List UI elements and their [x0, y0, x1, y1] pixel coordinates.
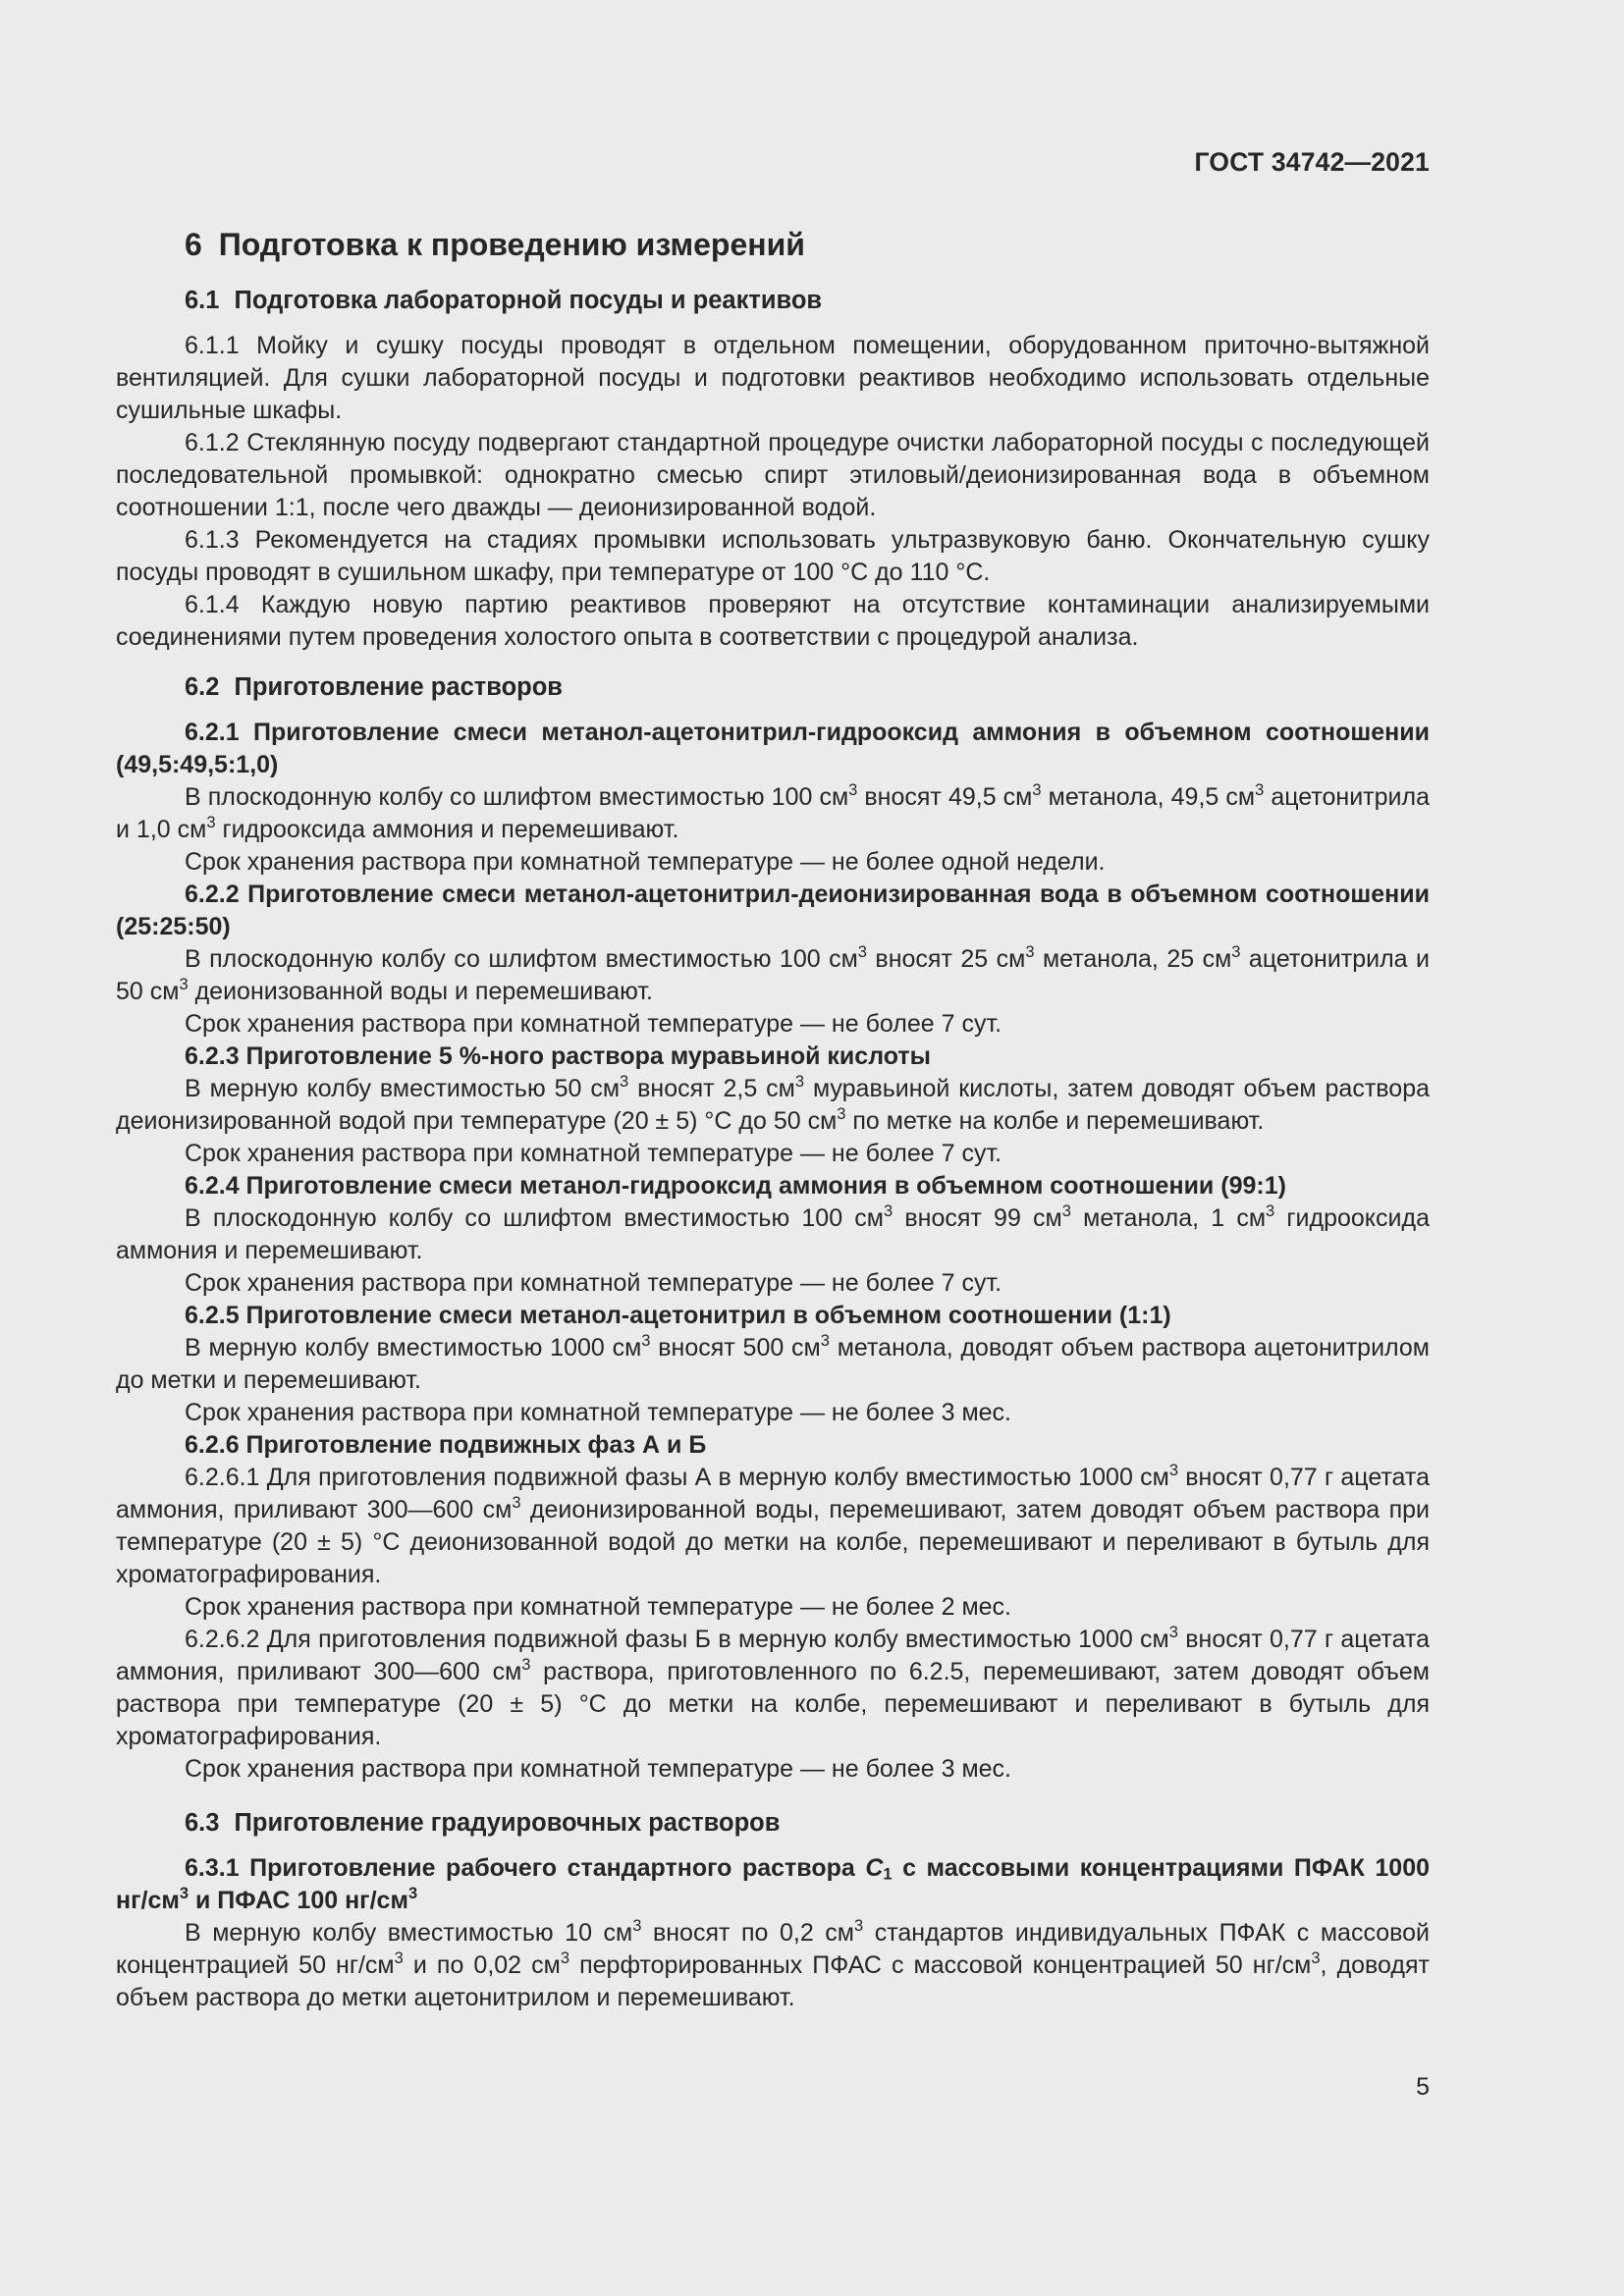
text-run: с массовыми концентрациями ПФАК 1000 нг/см [116, 1854, 1430, 1914]
paragraph-6-2-6-2 [116, 1624, 1430, 1753]
text-run: вносят 2,5 см [628, 1075, 795, 1102]
superscript: 3 [1025, 943, 1035, 962]
paragraph-6-2-3 [116, 1073, 1430, 1138]
text-run: муравьиной кислоты, затем доводят объем раствора деионизированной водой при температуре (20 ± 5) °С до 50 см [116, 1075, 1431, 1135]
section-title-text: Подготовка к проведению измерений [218, 227, 805, 262]
text-run: В плоскодонную колбу со шлифтом вместимостью 100 см [185, 783, 849, 811]
heading-6-3-1 [116, 1852, 1430, 1917]
text-run: вносят 99 см [893, 1204, 1062, 1232]
superscript: 3 [179, 976, 189, 994]
section-number: 6 [185, 227, 202, 262]
text-run: вносят 0,77 г ацетата аммония, приливают 300—600 см [116, 1626, 1430, 1685]
text-run: по метке на колбе и перемешивают. [845, 1107, 1265, 1135]
text-run: деионизованной воды и перемешивают. [188, 978, 653, 1005]
text-run: вносят 0,77 г ацетата аммония, приливают 300—600 см [116, 1464, 1430, 1523]
superscript: 3 [794, 1073, 805, 1092]
text-run: гидрооксида аммония и перемешивают. [116, 1204, 1430, 1264]
heading-6-2-1: 6.2.1 Приготовление смеси метанол-ацетонитрил-гидрооксид аммония в объемном соотношении (49,5:49,5:1,0) [116, 719, 1430, 778]
superscript: 3 [1061, 1202, 1071, 1221]
text-run: В мерную колбу вместимостью 1000 см [185, 1334, 642, 1362]
paragraph-6-2-6-1 [116, 1462, 1430, 1591]
superscript: 3 [1032, 781, 1042, 800]
text-run: перфторированных ПФАС с массовой концентрацией 50 нг/см [569, 1951, 1312, 1979]
paragraph-6-2-2 [116, 943, 1430, 1008]
superscript: 3 [1266, 1202, 1275, 1221]
superscript: 3 [820, 1332, 830, 1351]
heading-6-2-2: 6.2.2 Приготовление смеси метанол-ацетонитрил-деионизированная вода в объемном соотношении (25:25:50) [116, 881, 1430, 940]
paragraph-6-2-4 [116, 1202, 1430, 1267]
superscript: 3 [854, 1917, 864, 1936]
text-run: вносят 25 см [866, 945, 1026, 973]
superscript: 3 [620, 1073, 629, 1092]
text-run: В плоскодонную колбу со шлифтом вместимостью 100 см [185, 945, 858, 973]
text-run: В мерную колбу вместимостью 50 см [185, 1075, 621, 1102]
superscript: 3 [1231, 943, 1241, 962]
section-number: 6.3 [185, 1809, 220, 1837]
storage-note: Срок хранения раствора при комнатной температуре — не более 7 сут. [185, 1269, 1002, 1297]
heading-6-2-4: 6.2.4 Приготовление смеси метанол-гидрооксид аммония в объемном соотношении (99:1) [185, 1172, 1286, 1200]
superscript: 3 [1255, 781, 1265, 800]
section-title-text: Приготовление градуировочных растворов [234, 1809, 781, 1837]
text-run: вносят 500 см [650, 1334, 821, 1362]
superscript: 3 [632, 1917, 642, 1936]
superscript: 3 [1168, 1624, 1178, 1642]
storage-note: Срок хранения раствора при комнатной температуре — не более 3 мес. [185, 1399, 1011, 1426]
superscript: 3 [179, 1885, 189, 1903]
storage-note: Срок хранения раствора при комнатной температуре — не более одной недели. [185, 848, 1106, 876]
section-number: 6.2 [185, 673, 220, 701]
storage-note: Срок хранения раствора при комнатной температуре — не более 7 сут. [185, 1010, 1002, 1038]
storage-note: Срок хранения раствора при комнатной температуре — не более 2 мес. [185, 1593, 1011, 1621]
page-content [116, 220, 1430, 2014]
text-run: стандартов индивидуальных ПФАК с массовой концентрацией 50 нг/см [116, 1919, 1430, 1979]
page-number: 5 [1416, 2073, 1430, 2101]
superscript: 3 [206, 814, 216, 832]
heading-6-2-6: 6.2.6 Приготовление подвижных фаз А и Б [185, 1431, 707, 1459]
superscript: 3 [848, 781, 858, 800]
subscript: 1 [883, 1865, 893, 1884]
text-run: 6.3.1 Приготовление рабочего стандартного раствора [185, 1854, 866, 1882]
storage-note: Срок хранения раствора при комнатной температуре — не более 3 мес. [185, 1755, 1011, 1783]
storage-note: Срок хранения раствора при комнатной температуре — не более 7 сут. [185, 1140, 1002, 1167]
text-run: и ПФАС 100 нг/см [189, 1887, 408, 1914]
superscript: 3 [521, 1656, 531, 1675]
superscript: 3 [1168, 1462, 1178, 1480]
section-title-text: Приготовление растворов [234, 673, 563, 701]
superscript: 3 [394, 1949, 404, 1968]
text-run: метанола, 25 см [1034, 945, 1232, 973]
paragraph-6-1-2: 6.1.2 Стеклянную посуду подвергают стандартной процедуре очистки лабораторной посуды с последующей последовательной промывкой: однократно смесью спирт этиловый/деионизированная вода в объемном соотношении 1:1, после чего дважды — деионизированной водой. [116, 429, 1430, 521]
paragraph-6-2-5 [116, 1332, 1430, 1397]
text-run: метанола, 1 см [1070, 1204, 1267, 1232]
superscript: 3 [857, 943, 867, 962]
superscript: 3 [1311, 1949, 1321, 1968]
text-run: В мерную колбу вместимостью 10 см [185, 1919, 633, 1947]
text-run: В плоскодонную колбу со шлифтом вместимостью 100 см [185, 1204, 884, 1232]
text-run: и по 0,02 см [403, 1951, 561, 1979]
text-run: , доводят объем раствора до метки ацетонитрилом и перемешивают. [116, 1951, 1430, 2011]
heading-6-2-3: 6.2.3 Приготовление 5 %-ного раствора муравьиной кислоты [185, 1042, 931, 1070]
text-run: деионизированной воды, перемешивают, затем доводят объем раствора при температуре (20 ± 5) °С деионизованной водой до метки на колбе, перемешивают и переливают в бутыль для хроматографирования. [116, 1496, 1430, 1588]
text-run: метанола, доводят объем раствора ацетонитрилом до метки и перемешивают. [116, 1334, 1430, 1394]
superscript: 3 [560, 1949, 570, 1968]
text-run: 6.2.6.2 Для приготовления подвижной фазы Б в мерную колбу вместимостью 1000 см [185, 1626, 1169, 1653]
section-title-text: Подготовка лабораторной посуды и реактивов [234, 287, 823, 314]
superscript: 3 [641, 1332, 651, 1351]
paragraph-6-1-4: 6.1.4 Каждую новую партию реактивов проверяют на отсутствие контаминации анализируемыми соединениями путем проведения холостого опыта в соответствии с процедурой анализа. [116, 591, 1430, 651]
text-run: гидрооксида аммония и перемешивают. [215, 816, 679, 843]
text-run: ацетонитрила и 50 см [116, 945, 1431, 1005]
paragraph-6-1-3: 6.1.3 Рекомендуется на стадиях промывки использовать ультразвуковую баню. Окончательную сушку посуды проводят в сушильном шкафу, при температуре от 100 °С до 110 °С. [116, 526, 1430, 586]
text-run: вносят по 0,2 см [641, 1919, 854, 1947]
paragraph-6-2-1 [116, 781, 1430, 846]
section-6-3-title [185, 1807, 1430, 1840]
text-run: ацетонитрила и 1,0 см [116, 783, 1430, 843]
superscript: 3 [407, 1885, 418, 1903]
document-header-id: ГОСТ 34742—2021 [1194, 147, 1430, 177]
text-run: вносят 49,5 см [857, 783, 1033, 811]
paragraph-6-1-1: 6.1.1 Мойку и сушку посуды проводят в отдельном помещении, оборудованном приточно-вытяжной вентиляцией. Для сушки лабораторной посуды и подготовки реактивов необходимо использовать отдельные сушильные шкафы. [116, 332, 1430, 424]
text-run: раствора, приготовленного по 6.2.5, перемешивают, затем доводят объем раствора при температуре (20 ± 5) °С до метки на колбе, перемешивают и переливают в бутыль для хроматографирования. [116, 1658, 1430, 1750]
superscript: 3 [512, 1494, 521, 1513]
section-6-title [185, 220, 1430, 269]
superscript: 3 [837, 1105, 846, 1124]
heading-6-2-5: 6.2.5 Приготовление смеси метанол-ацетонитрил в объемном соотношении (1:1) [185, 1302, 1171, 1329]
section-6-1-title [185, 285, 1430, 317]
superscript: 3 [884, 1202, 893, 1221]
text-run: метанола, 49,5 см [1041, 783, 1256, 811]
section-6-2-title [185, 671, 1430, 704]
section-number: 6.1 [185, 287, 220, 314]
text-run: 6.2.6.1 Для приготовления подвижной фазы А в мерную колбу вместимостью 1000 см [185, 1464, 1169, 1491]
paragraph-6-3-1 [116, 1917, 1430, 2014]
variable-symbol: C [865, 1854, 884, 1882]
